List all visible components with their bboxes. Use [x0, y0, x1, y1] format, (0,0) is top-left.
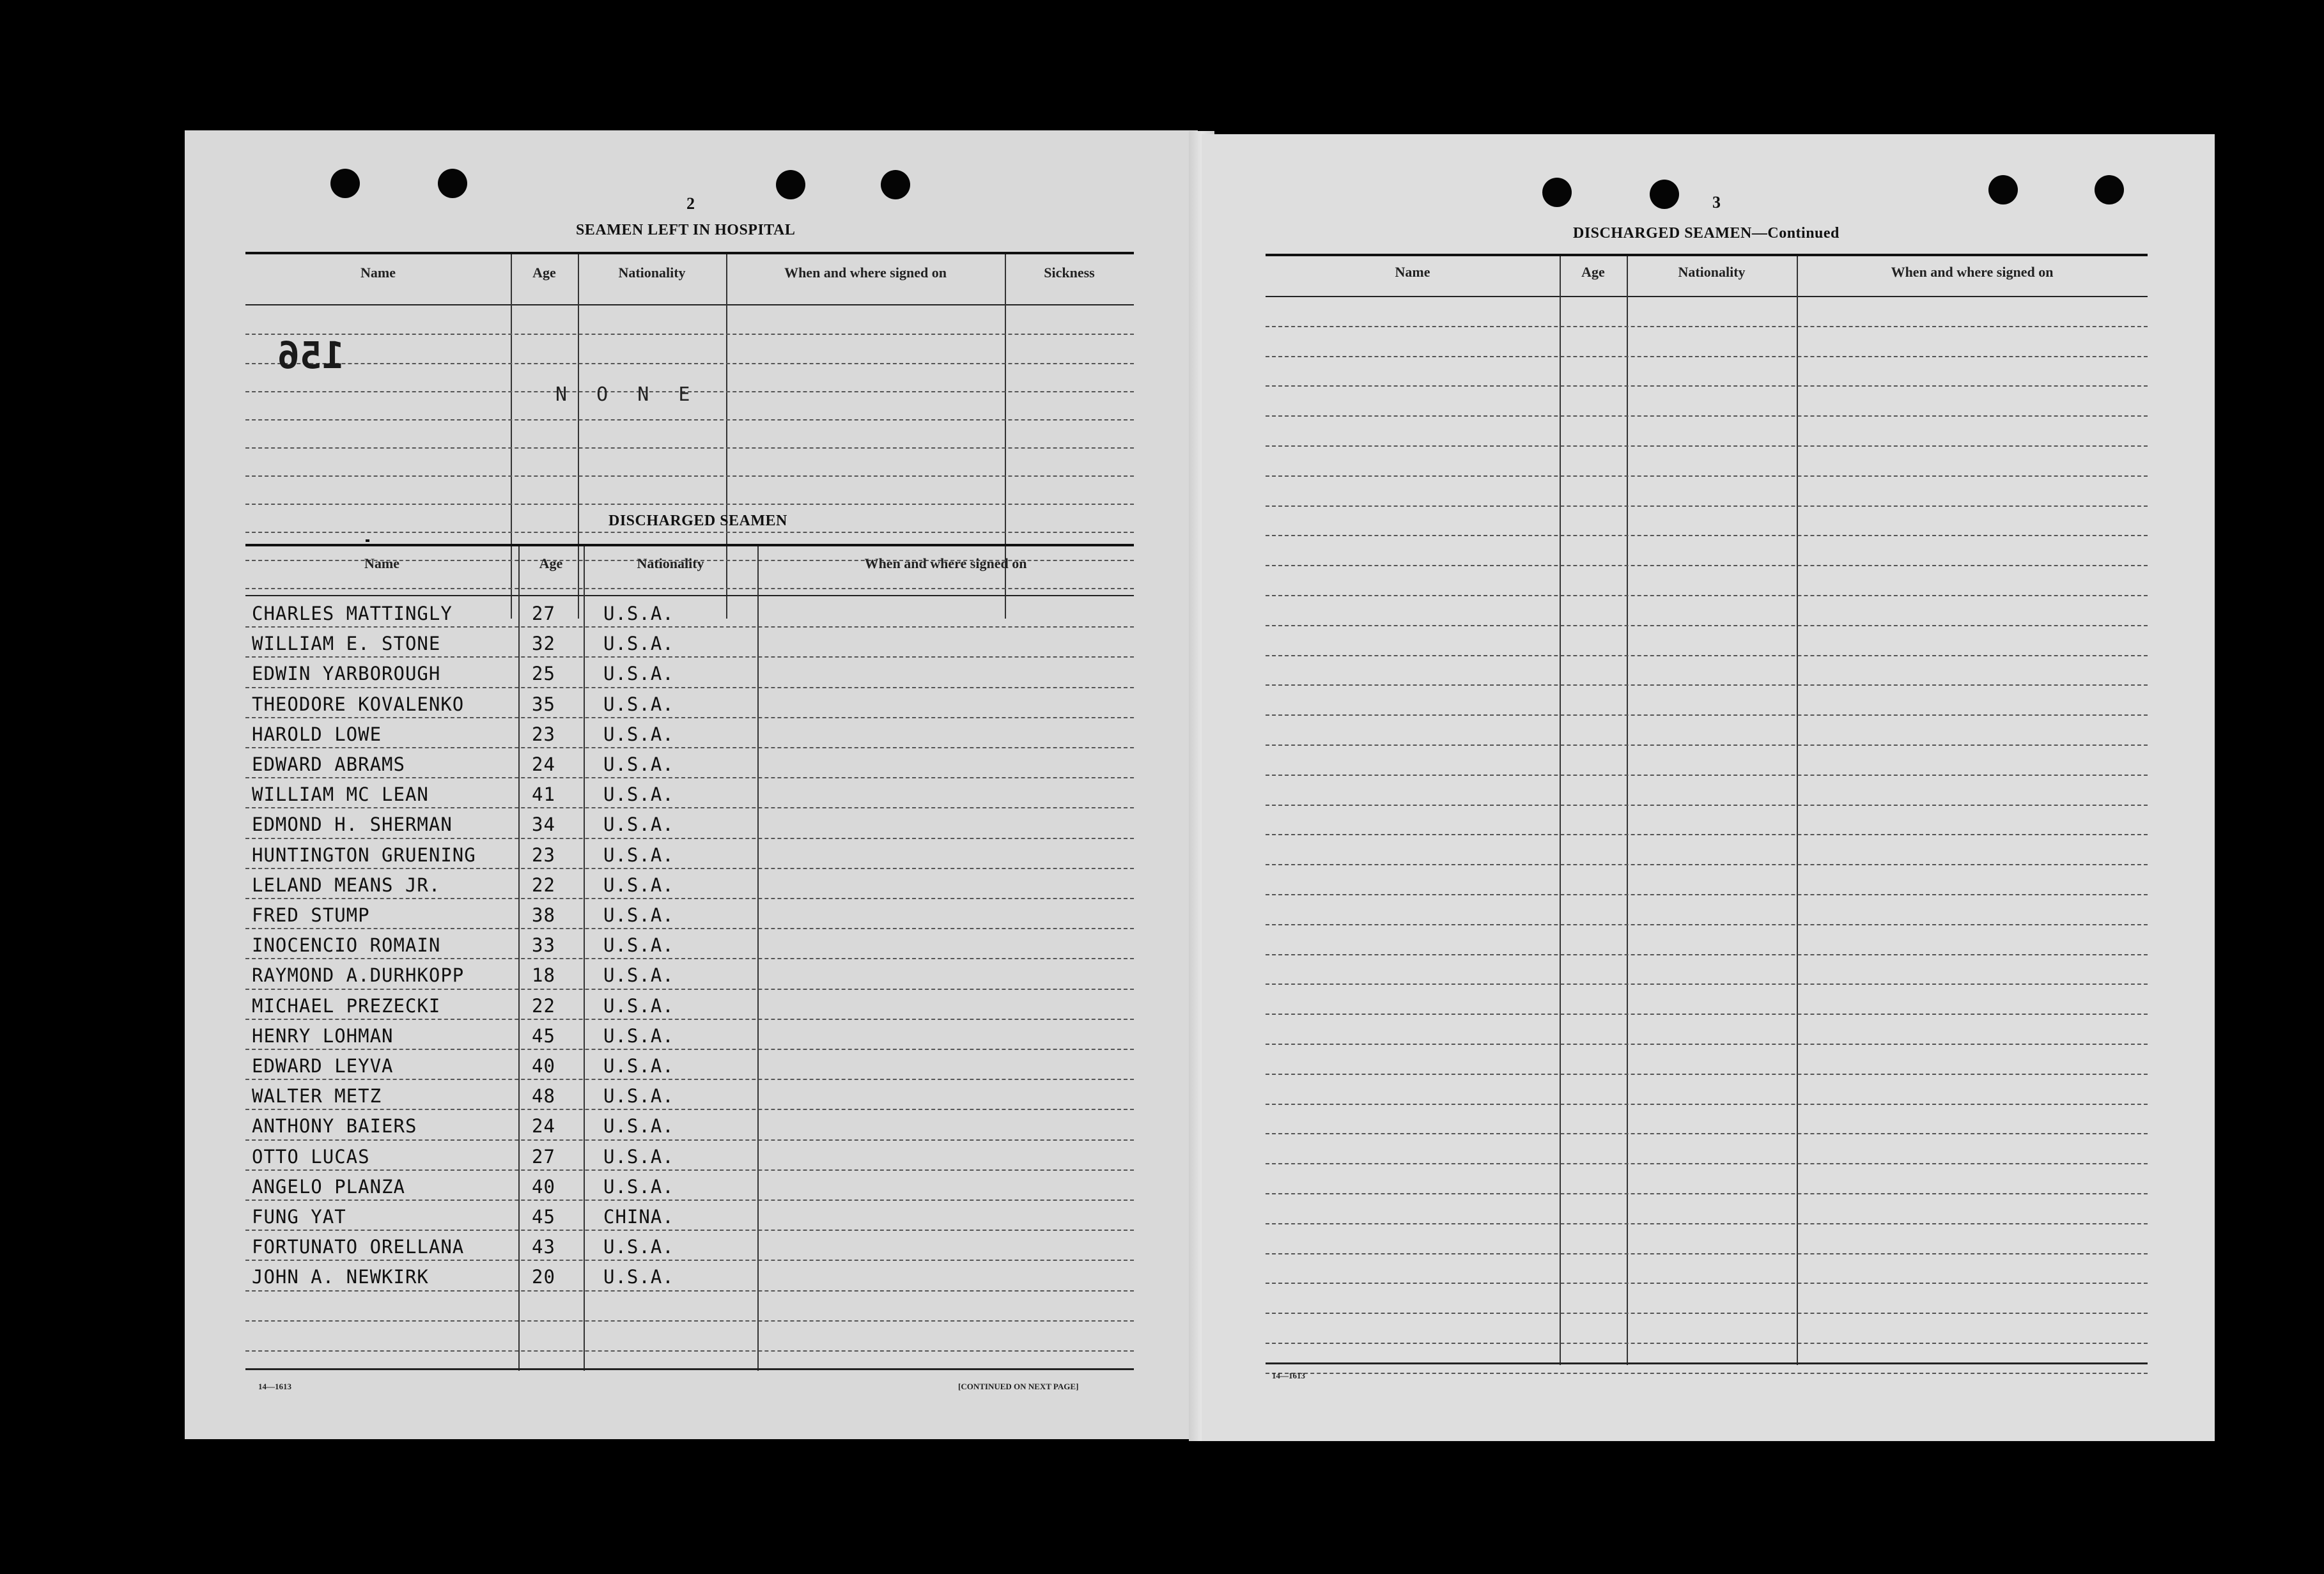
seaman-name: HUNTINGTON GRUENING [252, 844, 476, 866]
seaman-nationality: U.S.A. [603, 603, 674, 624]
seaman-nationality: U.S.A. [603, 874, 674, 896]
seaman-nationality: U.S.A. [603, 663, 674, 684]
col-header-nationality: Nationality [1678, 264, 1746, 280]
binder-hole [1542, 178, 1572, 207]
seaman-nationality: U.S.A. [603, 1266, 674, 1288]
seaman-age: 20 [532, 1266, 555, 1288]
seaman-age: 24 [532, 753, 555, 775]
seaman-age: 38 [532, 904, 555, 926]
seaman-age: 40 [532, 1176, 555, 1198]
hospital-none-entry: N O N E [555, 383, 699, 406]
seaman-nationality: U.S.A. [603, 934, 674, 956]
seaman-age: 27 [532, 603, 555, 624]
seaman-name: CHARLES MATTINGLY [252, 603, 453, 624]
binder-hole [881, 170, 910, 199]
binder-hole [1650, 180, 1679, 209]
seaman-age: 23 [532, 844, 555, 866]
form-number: 14—1613 [258, 1382, 291, 1391]
seaman-name: FORTUNATO ORELLANA [252, 1236, 465, 1258]
seaman-name: EDWIN YARBOROUGH [252, 663, 441, 684]
col-header-age: Age [1581, 264, 1605, 280]
col-header-age: Age [532, 265, 556, 281]
seaman-nationality: U.S.A. [603, 753, 674, 775]
discharged-continued-table [1266, 254, 2148, 1365]
seaman-nationality: U.S.A. [603, 1236, 674, 1258]
seaman-name: EDWARD LEYVA [252, 1055, 394, 1077]
seaman-nationality: U.S.A. [603, 964, 674, 986]
seaman-age: 23 [532, 723, 555, 745]
seaman-name: EDMOND H. SHERMAN [252, 814, 453, 835]
seaman-nationality: U.S.A. [603, 1176, 674, 1198]
left-page [185, 130, 1198, 1439]
seaman-name: WILLIAM E. STONE [252, 633, 441, 654]
seaman-name: WILLIAM MC LEAN [252, 783, 429, 805]
col-header-signed-on: When and where signed on [784, 265, 947, 281]
seaman-name: HENRY LOHMAN [252, 1025, 394, 1047]
seaman-name: OTTO LUCAS [252, 1146, 370, 1168]
col-header-name: Name [1395, 264, 1430, 280]
seaman-nationality: U.S.A. [603, 1146, 674, 1168]
col-header-signed-on: When and where signed on [1891, 264, 2054, 280]
seaman-nationality: U.S.A. [603, 844, 674, 866]
seaman-age: 27 [532, 1146, 555, 1168]
page-number: 2 [686, 194, 695, 213]
discharged-section-title: DISCHARGED SEAMEN [608, 513, 787, 529]
seaman-age: 22 [532, 995, 555, 1017]
discharged-table [245, 544, 1134, 1371]
seaman-age: 45 [532, 1025, 555, 1047]
seaman-nationality: U.S.A. [603, 723, 674, 745]
col-header-signed-on: When and where signed on [864, 555, 1027, 571]
seaman-name: RAYMOND A.DURHKOPP [252, 964, 465, 986]
continued-note: [CONTINUED ON NEXT PAGE] [958, 1382, 1079, 1391]
seaman-age: 18 [532, 964, 555, 986]
seaman-name: FUNG YAT [252, 1206, 346, 1228]
seaman-nationality: U.S.A. [603, 783, 674, 805]
seaman-age: 43 [532, 1236, 555, 1258]
page-number: 3 [1712, 193, 1721, 212]
seaman-nationality: U.S.A. [603, 1025, 674, 1047]
seaman-name: JOHN A. NEWKIRK [252, 1266, 429, 1288]
seaman-name: MICHAEL PREZECKI [252, 995, 441, 1017]
seaman-nationality: U.S.A. [603, 633, 674, 654]
seaman-nationality: U.S.A. [603, 1115, 674, 1137]
seaman-name: INOCENCIO ROMAIN [252, 934, 441, 956]
seaman-age: 41 [532, 783, 555, 805]
seaman-name: LELAND MEANS JR. [252, 874, 441, 896]
seaman-name: EDWARD ABRAMS [252, 753, 405, 775]
binder-hole [438, 169, 467, 198]
stamp-number: 156 [277, 334, 345, 377]
seaman-name: THEODORE KOVALENKO [252, 693, 465, 715]
seaman-age: 34 [532, 814, 555, 835]
seaman-age: 33 [532, 934, 555, 956]
discharged-continued-title: DISCHARGED SEAMEN—Continued [1573, 225, 1840, 242]
seaman-name: ANTHONY BAIERS [252, 1115, 417, 1137]
col-header-sickness: Sickness [1044, 265, 1095, 281]
seaman-age: 48 [532, 1085, 555, 1107]
seaman-age: 40 [532, 1055, 555, 1077]
seaman-name: HAROLD LOWE [252, 723, 382, 745]
col-header-nationality: Nationality [618, 265, 686, 281]
seaman-age: 32 [532, 633, 555, 654]
seaman-age: 24 [532, 1115, 555, 1137]
binder-hole [776, 170, 805, 199]
seaman-age: 22 [532, 874, 555, 896]
seaman-nationality: U.S.A. [603, 904, 674, 926]
seaman-nationality: U.S.A. [603, 995, 674, 1017]
seaman-nationality: U.S.A. [603, 814, 674, 835]
binder-hole [2095, 175, 2124, 204]
seaman-name: ANGELO PLANZA [252, 1176, 405, 1198]
seaman-name: FRED STUMP [252, 904, 370, 926]
col-header-name: Name [364, 555, 399, 571]
seaman-age: 25 [532, 663, 555, 684]
seaman-nationality: U.S.A. [603, 1055, 674, 1077]
hospital-section-title: SEAMEN LEFT IN HOSPITAL [576, 222, 796, 238]
col-header-age: Age [539, 555, 563, 571]
seaman-nationality: CHINA. [603, 1206, 674, 1228]
right-page [1202, 134, 2215, 1441]
binder-hole [330, 169, 360, 198]
seaman-age: 35 [532, 693, 555, 715]
seaman-age: 45 [532, 1206, 555, 1228]
binder-hole [1988, 175, 2018, 204]
form-number: 14—1613 [1272, 1371, 1305, 1380]
seaman-nationality: U.S.A. [603, 1085, 674, 1107]
col-header-name: Name [360, 265, 396, 281]
seaman-name: WALTER METZ [252, 1085, 382, 1107]
col-header-nationality: Nationality [637, 555, 704, 571]
seaman-nationality: U.S.A. [603, 693, 674, 715]
